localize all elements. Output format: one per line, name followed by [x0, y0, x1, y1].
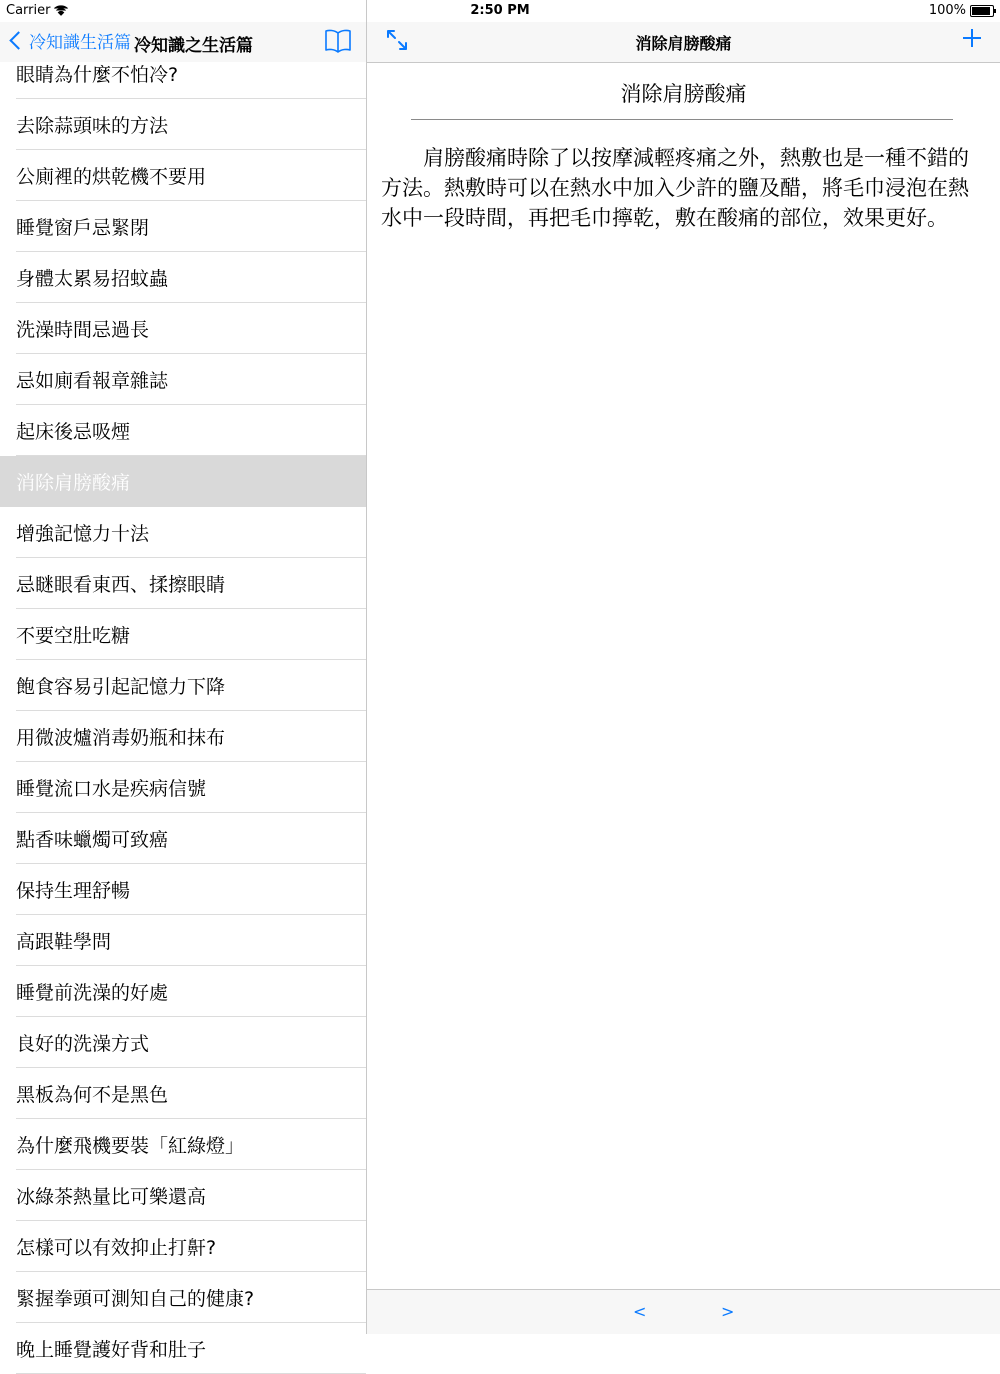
book-icon[interactable]	[324, 27, 352, 55]
list-item-label: 用微波爐消毒奶瓶和抹布	[16, 727, 226, 749]
list-item-label: 消除肩膀酸痛	[16, 472, 131, 494]
article-body: 肩膀酸痛時除了以按摩減輕疼痛之外，熱敷也是一種不錯的方法。熱敷時可以在熱水中加入少許的鹽及醋，將毛巾浸泡在熱水中一段時間，再把毛巾擰乾，敷在酸痛的部位，效果更好。	[381, 146, 969, 230]
status-time: 2:50 PM	[470, 3, 530, 18]
list-item-label: 良好的洗澡方式	[16, 1033, 150, 1055]
battery-percent: 100%	[928, 3, 966, 18]
detail-nav-title: 消除肩膀酸痛	[635, 34, 732, 53]
list-item-label: 去除蒜頭味的方法	[16, 115, 169, 137]
topic-list[interactable]	[0, 48, 366, 1374]
chevron-left-icon	[9, 31, 27, 49]
list-item[interactable]	[16, 201, 366, 252]
list-item[interactable]	[16, 405, 366, 456]
list-item[interactable]	[16, 99, 366, 150]
list-item-label: 為什麼飛機要裝「紅綠燈」	[16, 1135, 245, 1157]
list-item-label: 身體太累易招蚊蟲	[16, 268, 169, 290]
detail-panel	[367, 0, 1000, 1334]
list-item-label: 點香味蠟燭可致癌	[16, 829, 169, 851]
list-item[interactable]	[16, 1221, 366, 1272]
master-title: 冷知識之生活篇	[134, 36, 253, 56]
list-item[interactable]	[16, 1119, 366, 1170]
status-bar	[0, 0, 1000, 22]
back-button[interactable]	[6, 28, 131, 53]
list-item[interactable]	[16, 303, 366, 354]
list-item[interactable]	[16, 864, 366, 915]
list-item[interactable]	[16, 252, 366, 303]
list-item-label: 睡覺窗戶忌緊閉	[16, 217, 150, 239]
list-item-label: 眼睛為什麼不怕冷?	[16, 64, 179, 86]
list-item-label: 公廁裡的烘乾機不要用	[16, 166, 207, 188]
list-item[interactable]	[16, 1170, 366, 1221]
list-item-label: 緊握拳頭可測知自己的健康?	[16, 1288, 255, 1310]
list-item[interactable]	[16, 1017, 366, 1068]
master-panel	[0, 0, 366, 1361]
list-item[interactable]	[16, 966, 366, 1017]
list-item-label: 飽食容易引起記憶力下降	[16, 676, 226, 698]
list-item-label: 黑板為何不是黑色	[16, 1084, 169, 1106]
list-item-label: 睡覺前洗澡的好處	[16, 982, 169, 1004]
list-item[interactable]	[16, 609, 366, 660]
list-item[interactable]	[16, 150, 366, 201]
battery-icon	[970, 5, 994, 17]
list-item[interactable]	[16, 354, 366, 405]
list-item-label: 增強記憶力十法	[16, 523, 150, 545]
list-item[interactable]	[16, 660, 366, 711]
list-item[interactable]	[16, 558, 366, 609]
list-item[interactable]	[16, 915, 366, 966]
detail-nav-bar	[367, 22, 1000, 63]
plus-icon[interactable]	[960, 26, 984, 50]
list-item[interactable]	[16, 762, 366, 813]
master-nav-bar	[0, 22, 366, 62]
list-item-label: 起床後忌吸煙	[16, 421, 131, 443]
list-item[interactable]	[16, 507, 366, 558]
back-button-label: 冷知識生活篇	[29, 33, 131, 53]
article-title: 消除肩膀酸痛	[620, 82, 747, 106]
list-item[interactable]	[0, 456, 366, 507]
list-item-label: 高跟鞋學問	[16, 931, 112, 953]
list-item-label: 忌瞇眼看東西、揉擦眼睛	[16, 574, 226, 596]
list-item-label: 不要空肚吃糖	[16, 625, 131, 647]
list-item-label: 晚上睡覺護好背和肚子	[16, 1339, 207, 1361]
list-item-label: 忌如廁看報章雜誌	[16, 370, 169, 392]
list-item[interactable]	[16, 1272, 366, 1323]
list-item[interactable]	[16, 711, 366, 762]
next-button[interactable]: >	[721, 1302, 735, 1321]
split-divider[interactable]	[366, 0, 367, 1334]
list-item-label: 洗澡時間忌過長	[16, 319, 150, 341]
list-item[interactable]	[16, 813, 366, 864]
previous-button[interactable]: <	[633, 1302, 647, 1321]
list-item[interactable]	[16, 1323, 366, 1374]
title-divider	[411, 119, 953, 120]
list-item-label: 睡覺流口水是疾病信號	[16, 778, 207, 800]
bottom-toolbar	[367, 1289, 1000, 1334]
list-item-label: 保持生理舒暢	[16, 880, 131, 902]
list-item[interactable]	[16, 1068, 366, 1119]
list-item-label: 冰綠茶熱量比可樂還高	[16, 1186, 207, 1208]
list-item-label: 怎樣可以有效抑止打鼾?	[16, 1237, 217, 1259]
carrier-label: Carrier	[6, 3, 51, 18]
